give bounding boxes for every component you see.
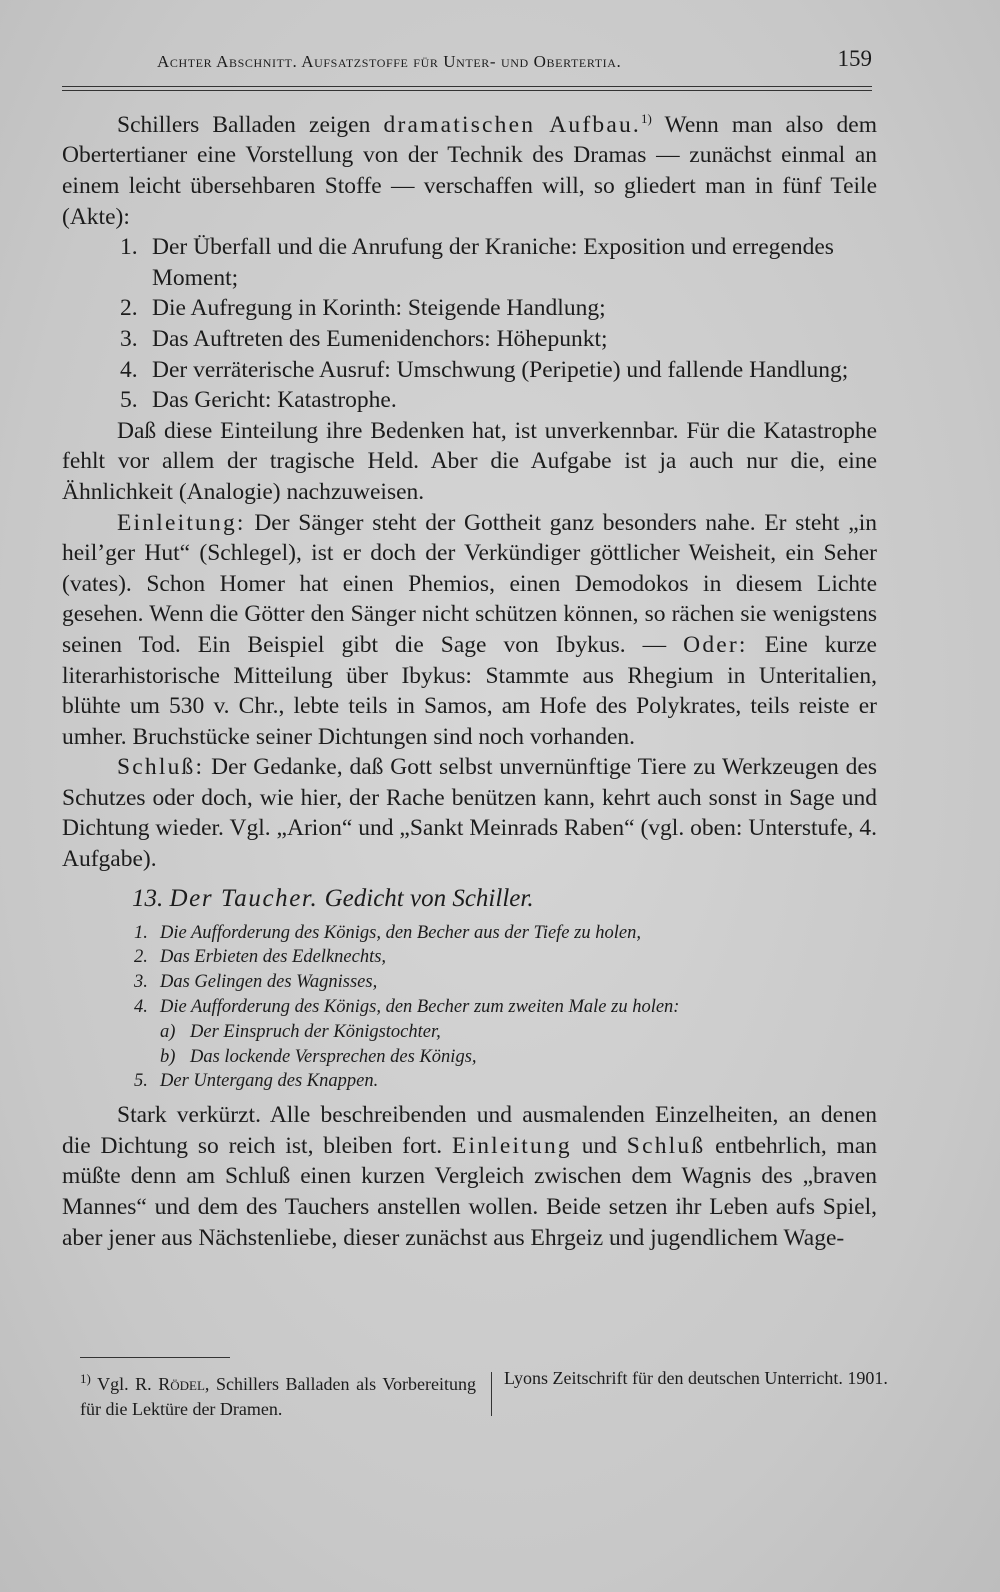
footnote-column-divider: [491, 1372, 492, 1416]
main-text: [62, 104, 877, 1253]
outline-letter: b): [160, 1046, 176, 1067]
act-item: [62, 324, 877, 355]
footnote-author: Rödel: [158, 1374, 205, 1394]
act-text: Der Überfall und die Anrufung der Kraniche: Exposition und erregendes Moment;: [152, 234, 834, 291]
section-title: Der Taucher.: [169, 884, 319, 912]
outline-item: [62, 1069, 877, 1094]
page-number: 159: [837, 46, 872, 71]
outline-subitem: [62, 1020, 877, 1045]
header-rule-bottom: [62, 90, 872, 91]
bedenken-paragraph: Daß diese Einteilung ihre Bedenken hat, ist unverkennbar. Für die Katastrophe fehlt vor allem der tragische Held. Aber die Aufgabe ist ja auch nur die, eine Ähnlichkeit (Analogie) nachzuweisen.: [62, 417, 877, 505]
oder-label: Oder:: [683, 631, 748, 658]
footnote-marker: 1): [80, 1371, 91, 1386]
outline-item: [62, 945, 877, 970]
footnote-text-continued: , Schillers Balladen als Vorbereitung für die Lektüre der Dramen.: [80, 1374, 476, 1419]
taucher-outline: [62, 921, 877, 1095]
act-item: [62, 293, 877, 324]
einleitung-label: Einleitung:: [117, 509, 246, 536]
act-number: 1.: [120, 234, 138, 261]
outline-number: 2.: [134, 947, 148, 968]
section-subtitle: Gedicht von Schiller.: [324, 884, 534, 912]
stark-paragraph: [62, 1100, 877, 1253]
outline-number: 5.: [134, 1071, 148, 1092]
running-head: Achter Abschnitt. Aufsatzstoffe für Unter- und Obertertia.: [157, 52, 622, 71]
act-number: 3.: [120, 325, 138, 352]
schluss-text: Der Gedanke, daß Gott selbst unvernünftige Tiere zu Werkzeugen des Schutzes oder doch, wie hier, der Rache benützen kann, kehrt auch sonst in Sage und Dichtung wieder. Vgl. „Arion“ und „Sankt Meinrads Raben“ (vgl. oben: Unterstufe, 4. Aufgabe).: [62, 754, 877, 873]
einleitung-term: Einleitung: [451, 1132, 572, 1159]
schluss-term: Schluß: [626, 1132, 706, 1159]
outline-text: Das lockende Versprechen des Königs,: [190, 1046, 477, 1067]
intro-paragraph: [62, 104, 877, 232]
outline-subitem: [62, 1045, 877, 1070]
act-item: [62, 355, 877, 386]
acts-list: [62, 232, 877, 416]
act-text: Der verräterische Ausruf: Umschwung (Peripetie) und fallende Handlung;: [152, 356, 849, 383]
outline-text: Der Untergang des Knappen.: [160, 1071, 379, 1092]
intro-spaced-phrase: dramatischen Aufbau.: [383, 111, 641, 138]
act-number: 4.: [120, 356, 138, 383]
outline-item: [62, 995, 877, 1020]
outline-text: Das Gelingen des Wagnisses,: [160, 972, 378, 993]
outline-text: Das Erbieten des Edelknechts,: [160, 947, 387, 968]
outline-number: 4.: [134, 997, 148, 1018]
outline-text: Der Einspruch der Königstochter,: [190, 1021, 441, 1042]
footnote-right-column: Lyons Zeitschrift für den deutschen Unterricht. 1901.: [504, 1368, 888, 1388]
einleitung-text-continued: Eine kurze literarhistorische Mitteilung über Ibykus: Stammte aus Rhegium in Unteritalien, blühte um 530 v. Chr., lebte teils in Samos, am Hofe des Polykrates, teils reiste er umher. Bruchstücke seiner Dichtungen sind noch vorhanden.: [62, 631, 877, 750]
intro-text-continued: Wenn man also dem Obertertianer eine Vorstellung von der Technik des Dramas — zunächst einmal an einem leicht übersehbaren Stoffe — verschaffen will, so gliedert man in fünf Teile (Akte):: [62, 111, 877, 230]
footnote-rule: [80, 1357, 230, 1358]
section-number: 13.: [132, 884, 164, 912]
outline-number: 3.: [134, 972, 148, 993]
act-number: 2.: [120, 295, 138, 322]
act-item: [62, 232, 877, 293]
schluss-paragraph: [62, 752, 877, 874]
conjunction: und: [571, 1132, 627, 1159]
intro-text: Schillers Balladen zeigen: [117, 111, 384, 138]
act-text: Das Gericht: Katastrophe.: [152, 387, 397, 414]
footnote-left-column: [80, 1366, 476, 1422]
footnote-marker: 1): [641, 111, 652, 126]
act-item: [62, 385, 877, 416]
stark-text: Stark verkürzt. Alle beschreibenden und ausmalenden Einzelheiten, an denen die Dichtung so reich ist, bleiben fort.: [62, 1102, 877, 1159]
footnote-text: Vgl. R.: [90, 1374, 159, 1394]
stark-text-continued: entbehrlich, man müßte denn am Schluß einen kurzen Vergleich zwischen dem Wagnis des „braven Mannes“ und dem des Tauchers anstellen wollen. Beide setzen ihr Leben aufs Spiel, aber jener aus Nächstenliebe, dieser zunächst aus Ehrgeiz und jugendlichem Wage-: [62, 1132, 877, 1251]
outline-item: [62, 921, 877, 946]
act-text: Die Aufregung in Korinth: Steigende Handlung;: [152, 295, 606, 322]
einleitung-text: Der Sänger steht der Gottheit ganz besonders nahe. Er steht „in heil’ger Hut“ (Schlegel), ist er doch der Verkündiger göttlicher Weisheit, ein Seher (vates). Schon Homer hat einen Phemios, einen Demodokos in diesem Lichte gesehen. Wenn die Götter den Sänger nicht schützen können, so rächen sie wenigstens seinen Tod. Ein Beispiel gibt die Sage von Ibykus. —: [62, 509, 877, 658]
einleitung-paragraph: [62, 508, 877, 753]
outline-item: [62, 970, 877, 995]
act-number: 5.: [120, 387, 138, 414]
outline-text: Die Aufforderung des Königs, den Becher zum zweiten Male zu holen:: [160, 997, 680, 1018]
header-rule-top: [62, 86, 872, 87]
act-text: Das Auftreten des Eumenidenchors: Höhepunkt;: [152, 325, 608, 352]
outline-number: 1.: [134, 922, 148, 943]
section-heading: [132, 883, 877, 915]
outline-text: Die Aufforderung des Königs, den Becher aus der Tiefe zu holen,: [160, 922, 641, 943]
schluss-label: Schluß:: [117, 754, 205, 781]
outline-letter: a): [160, 1021, 176, 1042]
page-header: [62, 44, 872, 78]
